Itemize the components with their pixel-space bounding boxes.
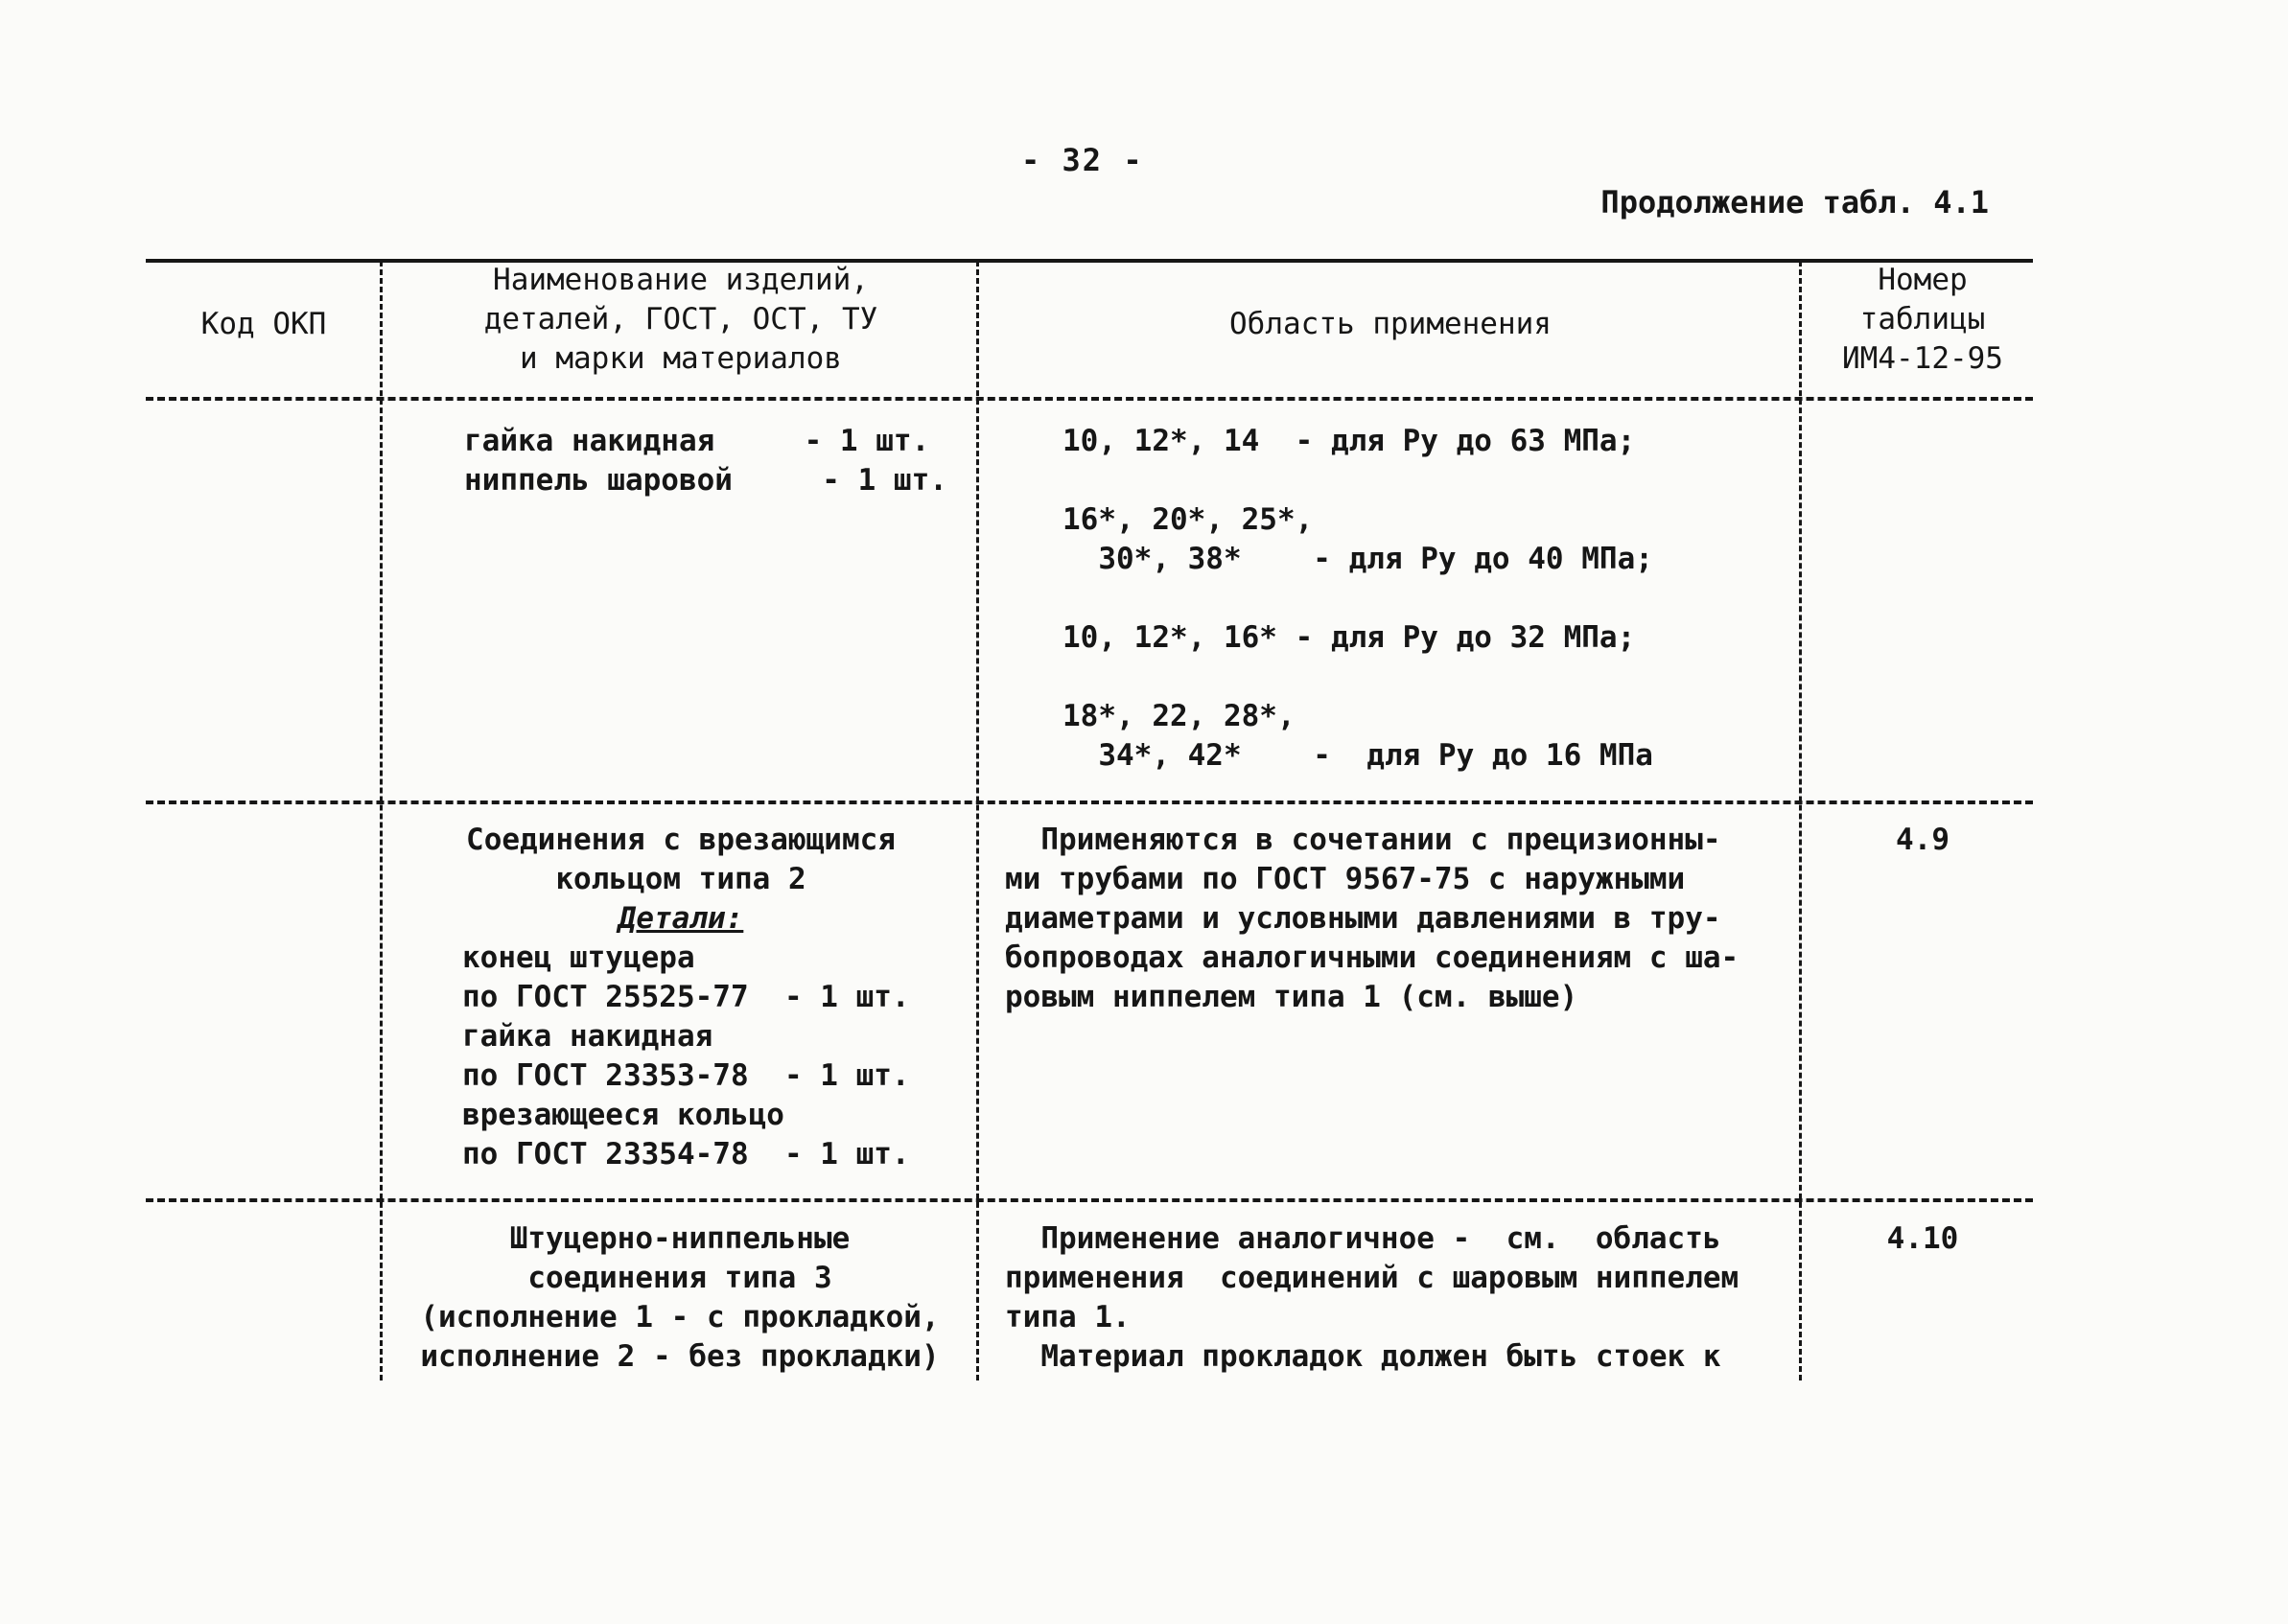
header-code: Код ОКП [200, 307, 327, 341]
header-name [403, 261, 959, 379]
row2-name-line: врезающееся кольцо [462, 1098, 784, 1132]
row2-area-line: диаметрами и условными давлениями в тру- [1005, 901, 1721, 936]
row2-area-line: Применяются в сочетании с прецизионны- [1005, 823, 1721, 857]
row2-name-line: по ГОСТ 25525-77 - 1 шт. [462, 980, 910, 1014]
row1-area-line: 18*, 22, 28*, [1062, 699, 1296, 733]
header-table-no [1812, 261, 2033, 379]
row1-name-line: ниппель шаровой - 1 шт. [464, 463, 947, 498]
row2-name-line: гайка накидная [462, 1019, 713, 1054]
header-name-line: Наименование изделий, [493, 263, 869, 297]
row3-area-line: Материал прокладок должен быть стоек к [1005, 1339, 1721, 1374]
row2-name-line: по ГОСТ 23353-78 - 1 шт. [462, 1058, 910, 1093]
row1-name-line: гайка накидная - 1 шт. [464, 424, 930, 458]
row3-area-line: применения соединений с шаровым ниппелем [1005, 1261, 1739, 1295]
column-divider-3 [1799, 261, 1802, 1380]
page-number: - 32 - [1021, 142, 1144, 178]
row2-table-no: 4.9 [1896, 823, 1949, 857]
row2-name-title: Соединения с врезающимся [466, 823, 896, 857]
header-name-line: деталей, ГОСТ, ОСТ, ТУ [483, 302, 878, 336]
row1-area-line: 16*, 20*, 25*, [1062, 502, 1314, 537]
row3-name-line: исполнение 2 - без прокладки) [420, 1339, 940, 1374]
column-divider-1 [380, 261, 383, 1380]
row3-name-line: (исполнение 1 - с прокладкой, [420, 1300, 940, 1334]
row1-area-line: 34*, 42* - для Ру до 16 МПа [1062, 738, 1653, 773]
header-table-no-line: Номер [1878, 263, 1968, 297]
continuation-label: Продолжение табл. 4.1 [1600, 184, 1989, 220]
row1-area-line: 10, 12*, 14 - для Ру до 63 МПа; [1062, 424, 1636, 458]
row1-area-line [1062, 579, 1653, 618]
row1-area-line: 10, 12*, 16* - для Ру до 32 МПа; [1062, 620, 1636, 655]
row3-name-line: Штуцерно-ниппельные [509, 1221, 851, 1256]
header-name-line: и марки материалов [520, 341, 842, 376]
row2-name-title: кольцом типа 2 [555, 862, 806, 896]
header-bottom-rule [146, 397, 2033, 401]
row3-area-line: Применение аналогичное - см. область [1005, 1221, 1721, 1256]
header-area: Область применения [1229, 307, 1552, 341]
row1-area-line [1062, 461, 1653, 500]
row1-bottom-rule [146, 800, 2033, 804]
row2-area-line: ми трубами по ГОСТ 9567-75 с наружными [1005, 862, 1686, 896]
row2-bottom-rule [146, 1198, 2033, 1202]
row2-name [403, 821, 959, 1174]
row3-area [1005, 1219, 1739, 1377]
row1-area [1062, 422, 1653, 776]
header-table-no-line: ИМ4-12-95 [1842, 341, 2003, 376]
row3-name [387, 1219, 972, 1377]
row3-table-no: 4.10 [1886, 1221, 1959, 1256]
row1-area-line: 30*, 38* - для Ру до 40 МПа; [1062, 542, 1653, 576]
column-divider-2 [976, 261, 979, 1380]
row2-name-line: конец штуцера [462, 940, 695, 975]
row3-name-line: соединения типа 3 [527, 1261, 832, 1295]
row3-area-line: типа 1. [1005, 1300, 1131, 1334]
row2-area-line: ровым ниппелем типа 1 (см. выше) [1005, 980, 1578, 1014]
row2-name-subtitle: Детали: [618, 901, 744, 936]
row1-area-line [1062, 658, 1653, 697]
row1-name [464, 422, 947, 500]
header-table-no-line: таблицы [1859, 302, 1986, 336]
row2-area-line: бопроводах аналогичными соединениям с ша- [1005, 940, 1739, 975]
row2-name-line: по ГОСТ 23354-78 - 1 шт. [462, 1137, 910, 1172]
row2-area [1005, 821, 1739, 1017]
